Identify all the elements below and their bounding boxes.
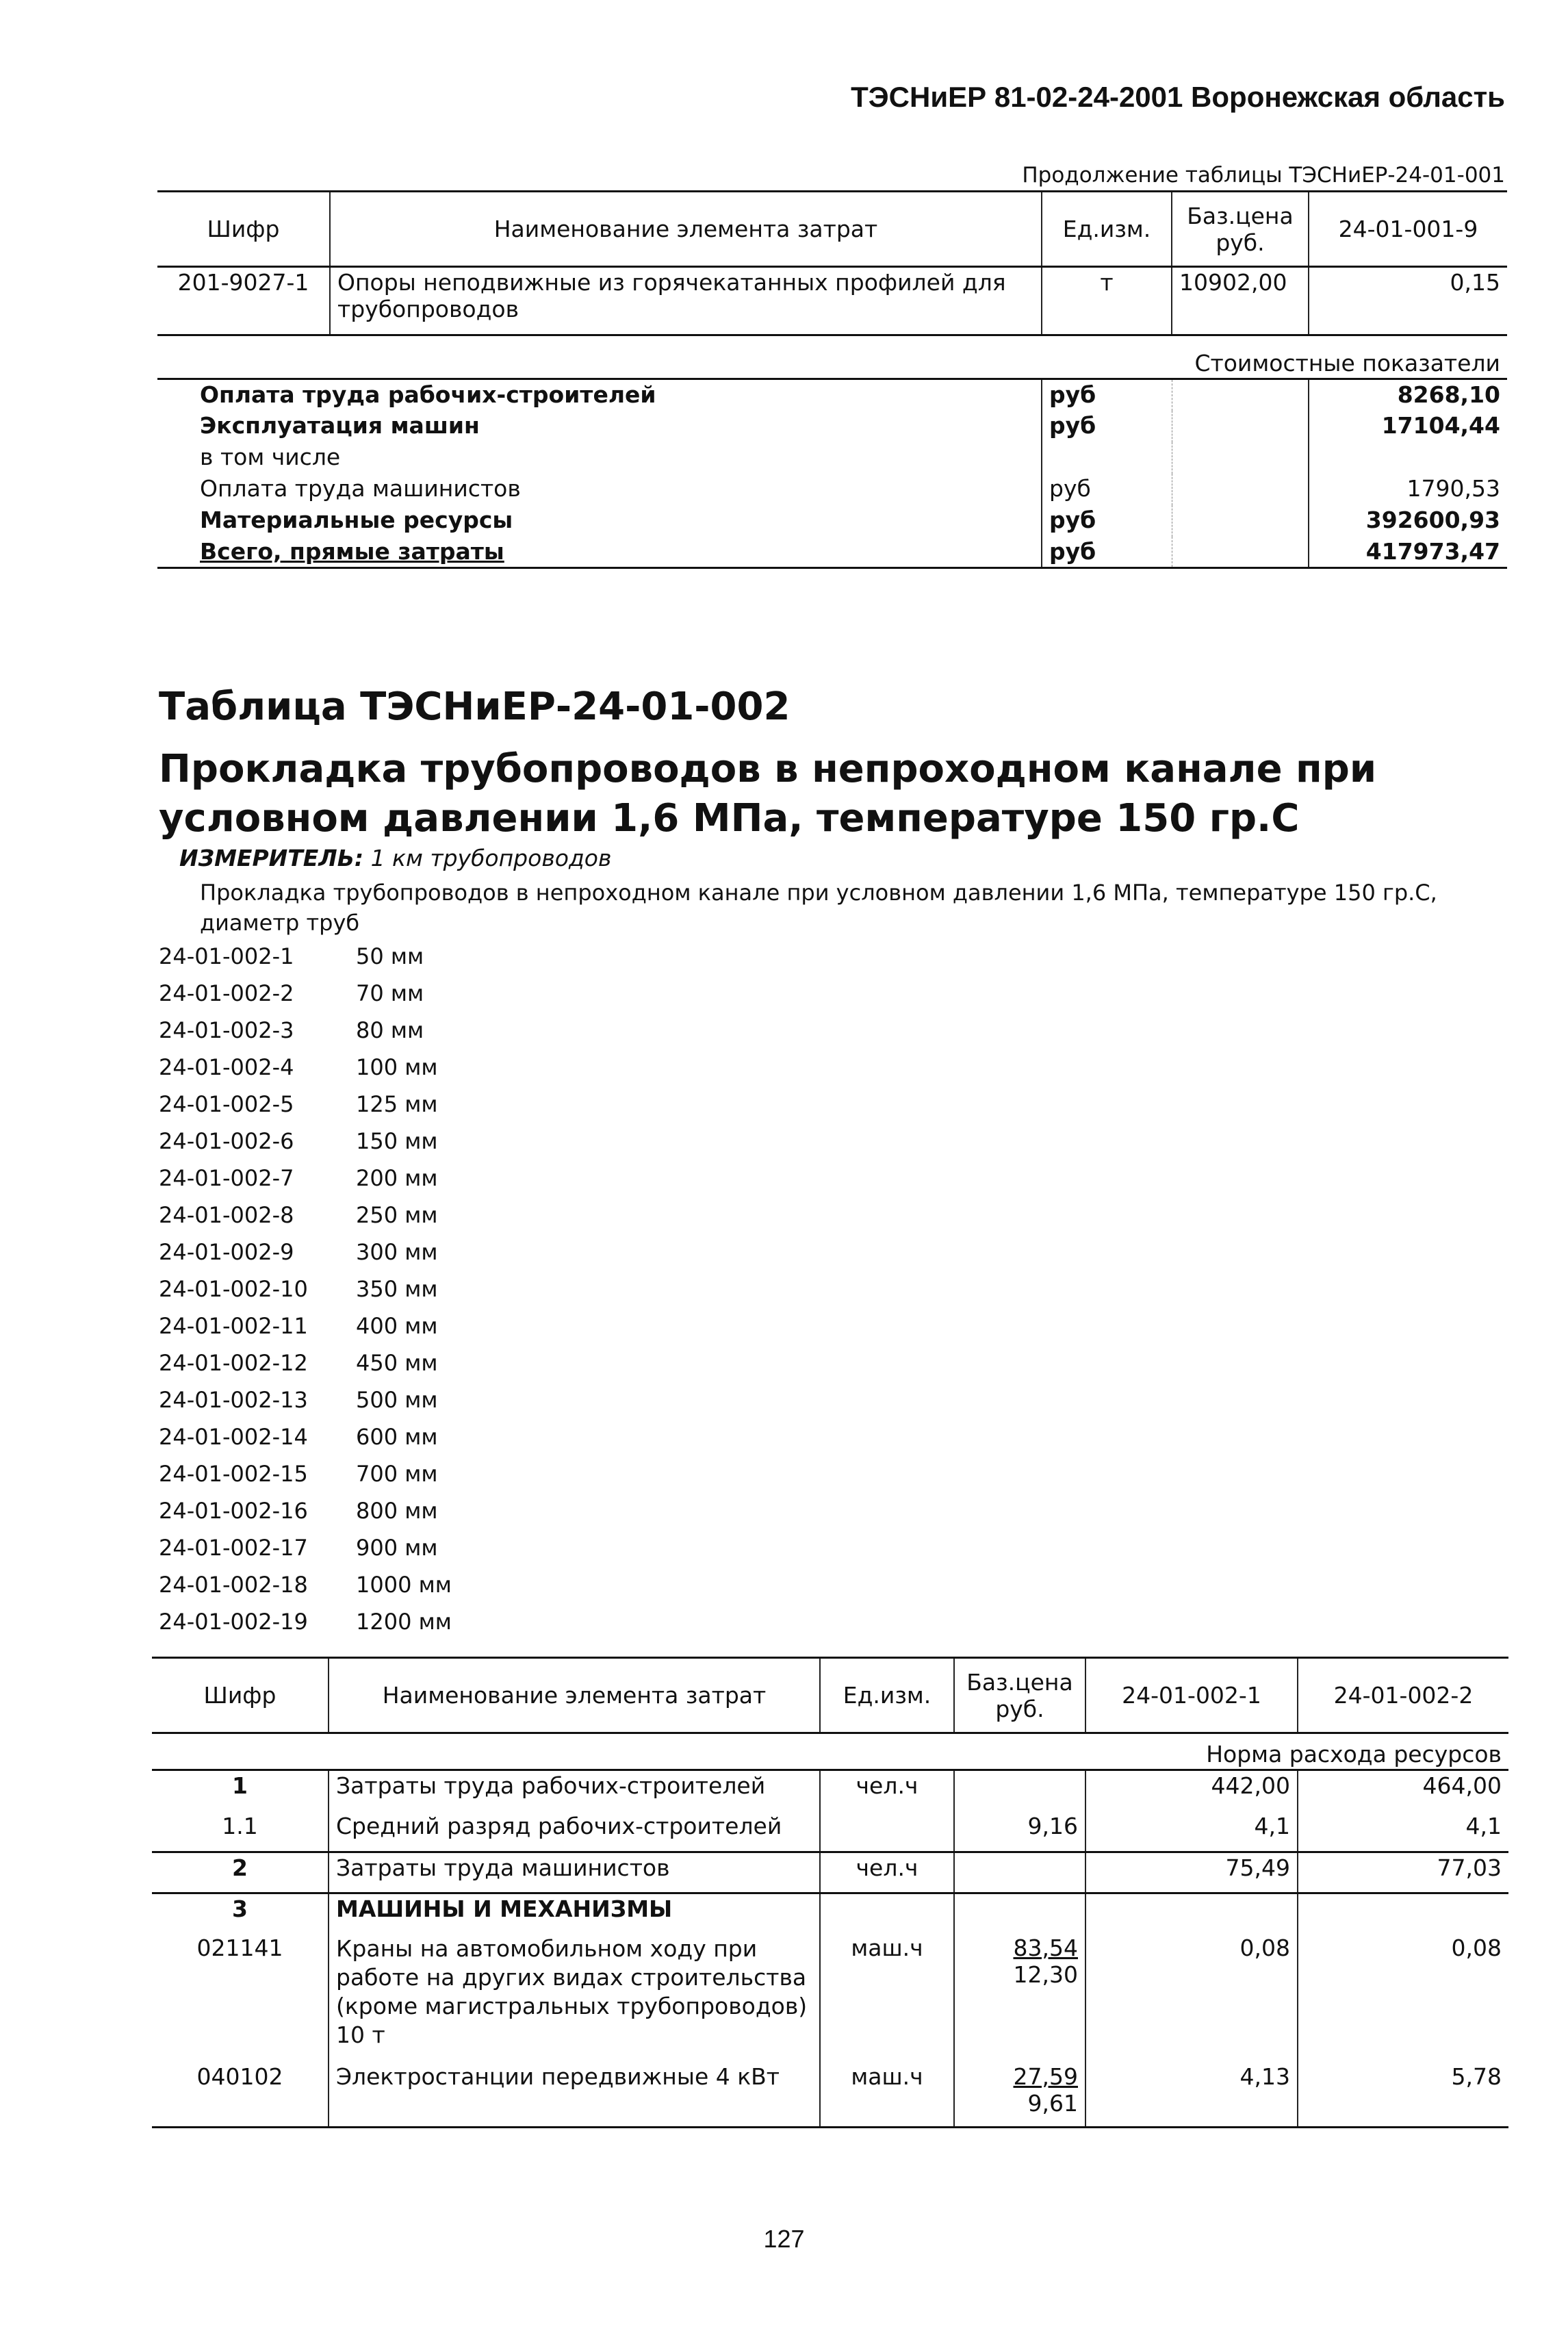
- col-header-unit: Ед.изм.: [1042, 192, 1172, 267]
- list-item: [159, 1086, 452, 1123]
- list-item: [159, 1234, 452, 1271]
- diameter: 700 мм: [356, 1461, 438, 1487]
- diameter: 400 мм: [356, 1313, 438, 1339]
- page-number: 127: [763, 2225, 805, 2253]
- list-item: [159, 975, 452, 1012]
- list-item: [159, 1492, 452, 1529]
- diameter: 100 мм: [356, 1054, 438, 1080]
- row-norm-1: 4,13: [1085, 2062, 1298, 2128]
- row-price: 27,59: [1013, 2063, 1078, 2090]
- list-item: [159, 1566, 452, 1603]
- code: 24-01-002-7: [159, 1165, 294, 1191]
- cost-unit: руб: [1042, 474, 1172, 505]
- row-norm-1: 75,49: [1085, 1852, 1298, 1893]
- col-header-norm: 24-01-001-9: [1309, 192, 1507, 267]
- diameter: 350 мм: [356, 1276, 438, 1302]
- row-unit: маш.ч: [820, 2062, 954, 2128]
- code: 24-01-002-6: [159, 1128, 294, 1154]
- list-item: [159, 1455, 452, 1492]
- code-list: [159, 938, 452, 1640]
- diameter: 125 мм: [356, 1091, 438, 1117]
- diameter: 800 мм: [356, 1498, 438, 1524]
- diameter: 200 мм: [356, 1165, 438, 1191]
- row-name: МАШИНЫ И МЕХАНИЗМЫ: [329, 1893, 820, 1933]
- list-item: [159, 1271, 452, 1307]
- col-header-code: Шифр: [207, 216, 280, 242]
- code: 24-01-002-3: [159, 1017, 294, 1043]
- row-code: 201-9027-1: [177, 269, 309, 296]
- section-cost-indicators: Стоимостные показатели: [1194, 350, 1500, 377]
- list-item: [159, 1123, 452, 1160]
- row-name: Средний разряд рабочих-строителей: [329, 1811, 820, 1852]
- diameter: 70 мм: [356, 980, 424, 1006]
- cost-unit: руб: [1042, 505, 1172, 537]
- code: 24-01-002-12: [159, 1350, 308, 1376]
- row-price-cell: [954, 1933, 1085, 2062]
- row-code: 2: [232, 1854, 248, 1881]
- row-name: Затраты труда машинистов: [329, 1852, 820, 1893]
- row-name: Краны на автомобильном ходу при работе на других видах строительства (кроме магистральных трубопроводов) 10 т: [329, 1933, 820, 2062]
- row-price-operator-wage: 12,30: [1013, 1961, 1078, 1988]
- code: 24-01-002-13: [159, 1387, 308, 1413]
- cost-name: Эксплуатация машин: [200, 411, 480, 439]
- list-item: [159, 1307, 452, 1344]
- code: 24-01-002-2: [159, 980, 294, 1006]
- row-norm-2: 5,78: [1298, 2062, 1508, 2128]
- code: 24-01-002-16: [159, 1498, 308, 1524]
- row-code: 040102: [196, 2063, 283, 2090]
- code: 24-01-002-4: [159, 1054, 294, 1080]
- row-value: 0,15: [1309, 267, 1507, 335]
- resource-table-24-01-002: [152, 1657, 1508, 2128]
- list-item: [159, 938, 452, 975]
- col-header-price: Баз.цена руб.: [954, 1658, 1085, 1733]
- row-code: 021141: [196, 1934, 283, 1961]
- diameter: 80 мм: [356, 1017, 424, 1043]
- diameter: 1000 мм: [356, 1572, 452, 1598]
- diameter: 500 мм: [356, 1387, 438, 1413]
- code: 24-01-002-5: [159, 1091, 294, 1117]
- row-code: 1: [232, 1772, 248, 1799]
- list-item: [159, 1012, 452, 1049]
- col-header-unit: Ед.изм.: [820, 1658, 954, 1733]
- row-unit: т: [1042, 267, 1172, 335]
- col-header-code: Шифр: [203, 1682, 277, 1709]
- row-price-cell: [954, 2062, 1085, 2128]
- row-norm-1: 0,08: [1085, 1933, 1298, 2062]
- table-subtitle: Прокладка трубопроводов в непроходном канале при условном давлении 1,6 МПа, температуре 150 гр.С: [159, 747, 1377, 841]
- cost-table-24-01-001: [157, 190, 1507, 569]
- table-title: Таблица ТЭСНиЕР-24-01-002: [159, 685, 791, 729]
- row-norm-1: 4,1: [1085, 1811, 1298, 1852]
- row-unit: маш.ч: [820, 1933, 954, 2062]
- diameter: 1200 мм: [356, 1609, 452, 1635]
- cost-value: 417973,47: [1309, 537, 1507, 568]
- list-item: [159, 1603, 452, 1640]
- list-item: [159, 1381, 452, 1418]
- row-norm-1: 442,00: [1085, 1770, 1298, 1811]
- cost-value: 1790,53: [1309, 474, 1507, 505]
- cost-value: 392600,93: [1309, 505, 1507, 537]
- cost-unit: руб: [1042, 411, 1172, 442]
- diameter: 50 мм: [356, 943, 424, 969]
- cost-unit: руб: [1042, 379, 1172, 411]
- diameter: 300 мм: [356, 1239, 438, 1265]
- diameter: 250 мм: [356, 1202, 438, 1228]
- cost-value: 17104,44: [1309, 411, 1507, 442]
- row-unit: чел.ч: [820, 1852, 954, 1893]
- meter-label: ИЗМЕРИТЕЛЬ:: [179, 845, 364, 871]
- col-header-norm-2: 24-01-002-2: [1298, 1658, 1508, 1733]
- row-name: Опоры неподвижные из горячекатанных профилей для трубопроводов: [330, 267, 1042, 335]
- section-resource-norms: Норма расхода ресурсов: [1206, 1741, 1502, 1768]
- code: 24-01-002-18: [159, 1572, 308, 1598]
- unit-of-measure: [179, 845, 611, 871]
- row-norm-2: 0,08: [1298, 1933, 1508, 2062]
- table-continuation-note: Продолжение таблицы ТЭСНиЕР-24-01-001: [1022, 163, 1505, 188]
- row-name: Электростанции передвижные 4 кВт: [329, 2062, 820, 2128]
- row-code: 1.1: [222, 1812, 258, 1839]
- row-name: Затраты труда рабочих-строителей: [329, 1770, 820, 1811]
- code: 24-01-002-9: [159, 1239, 294, 1265]
- col-header-name: Наименование элемента затрат: [330, 192, 1042, 267]
- diameter: 150 мм: [356, 1128, 438, 1154]
- code: 24-01-002-8: [159, 1202, 294, 1228]
- diameter: 900 мм: [356, 1535, 438, 1561]
- code: 24-01-002-1: [159, 943, 294, 969]
- cost-unit: руб: [1042, 537, 1172, 568]
- diameter: 450 мм: [356, 1350, 438, 1376]
- list-item: [159, 1197, 452, 1234]
- code: 24-01-002-14: [159, 1424, 308, 1450]
- code: 24-01-002-19: [159, 1609, 308, 1635]
- col-header-norm-1: 24-01-002-1: [1085, 1658, 1298, 1733]
- code: 24-01-002-15: [159, 1461, 308, 1487]
- code: 24-01-002-10: [159, 1276, 308, 1302]
- cost-name: в том числе: [200, 443, 341, 470]
- list-item: [159, 1418, 452, 1455]
- row-price: 10902,00: [1172, 267, 1309, 335]
- cost-value: 8268,10: [1309, 379, 1507, 411]
- cost-name: Всего, прямые затраты: [200, 537, 504, 565]
- row-norm-2: 4,1: [1298, 1811, 1508, 1852]
- col-header-name: Наименование элемента затрат: [329, 1658, 820, 1733]
- work-description: Прокладка трубопроводов в непроходном канале при условном давлении 1,6 МПа, температуре 150 гр.С, диаметр труб: [200, 880, 1437, 936]
- row-norm-2: 77,03: [1298, 1852, 1508, 1893]
- row-price-operator-wage: 9,61: [1027, 2089, 1078, 2117]
- cost-name: Оплата труда рабочих-строителей: [200, 381, 656, 408]
- list-item: [159, 1049, 452, 1086]
- code: 24-01-002-11: [159, 1313, 308, 1339]
- row-unit: чел.ч: [820, 1770, 954, 1811]
- list-item: [159, 1160, 452, 1197]
- cost-name: Материальные ресурсы: [200, 506, 513, 533]
- meter-value: 1 км трубопроводов: [370, 845, 612, 871]
- diameter: 600 мм: [356, 1424, 438, 1450]
- row-code: 3: [232, 1896, 248, 1922]
- running-header: ТЭСНиЕР 81-02-24-2001 Воронежская область: [851, 81, 1505, 113]
- row-price: 9,16: [954, 1811, 1085, 1852]
- col-header-price: Баз.цена руб.: [1172, 192, 1309, 267]
- list-item: [159, 1344, 452, 1381]
- row-norm-2: 464,00: [1298, 1770, 1508, 1811]
- row-price: 83,54: [1013, 1934, 1078, 1961]
- code: 24-01-002-17: [159, 1535, 308, 1561]
- list-item: [159, 1529, 452, 1566]
- cost-name: Оплата труда машинистов: [200, 474, 521, 502]
